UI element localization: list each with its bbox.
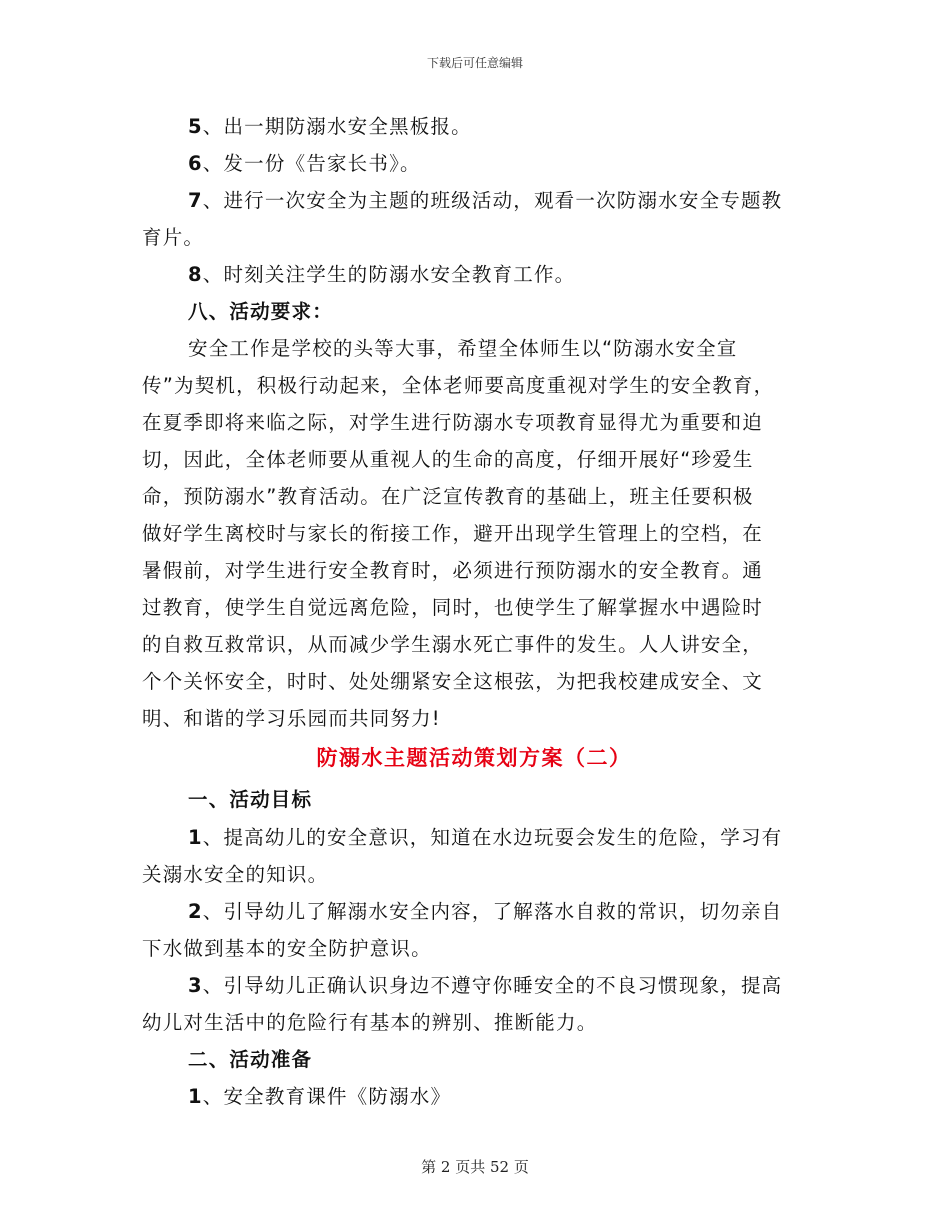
item-number: 2	[188, 900, 203, 923]
paragraph-line: 幼儿对生活中的危险行有基本的辨别、推断能力。	[142, 1011, 598, 1034]
list-item	[188, 893, 782, 931]
paragraph-line: 的自救互救常识，从而减少学生溺水死亡事件的发生。人人讲安全，	[142, 633, 764, 656]
section-heading: 二、活动准备	[188, 1048, 313, 1071]
paragraph-line: 明、和谐的学习乐园而共同努力!	[142, 707, 441, 730]
item-text: 、出一期防溺水安全黑板报。	[202, 115, 472, 138]
list-item	[188, 145, 421, 183]
paragraph-line: 切，因此，全体老师要从重视人的生命的高度，仔细开展好“珍爱生	[142, 448, 754, 471]
list-item	[188, 1078, 451, 1116]
paragraph-line: 暑假前，对学生进行安全教育时，必须进行预防溺水的安全教育。通	[142, 559, 764, 582]
item-text: 、引导幼儿正确认识身边不遵守你睡安全的不良习惯现象，提高	[202, 974, 783, 997]
section-heading: 八、活动要求：	[188, 300, 333, 323]
paragraph-line: 关溺水安全的知识。	[142, 863, 329, 886]
item-text: 、进行一次安全为主题的班级活动，观看一次防溺水安全专题教	[202, 189, 783, 212]
paragraph-line: 个个关怀安全，时时、处处绷紧安全这根弦，为把我校建成安全、文	[142, 670, 764, 693]
item-text: 、安全教育课件《防溺水》	[202, 1085, 452, 1108]
paragraph-line: 命，预防溺水”教育活动。在广泛宣传教育的基础上，班主任要积极	[142, 485, 754, 508]
item-number: 1	[188, 1085, 203, 1108]
item-text: 、提高幼儿的安全意识，知道在水边玩耍会发生的危险，学习有	[202, 826, 783, 849]
item-text: 、引导幼儿了解溺水安全内容，了解落水自救的常识，切勿亲自	[202, 900, 783, 923]
paragraph-line: 安全工作是学校的头等大事，希望全体师生以“防溺水安全宣	[188, 337, 738, 360]
item-number: 6	[188, 152, 203, 175]
item-text: 、时刻关注学生的防溺水安全教育工作。	[202, 263, 576, 286]
paragraph-line: 做好学生离校时与家长的衔接工作，避开出现学生管理上的空档，在	[142, 522, 764, 545]
page-footer: 第 2 页共 52 页	[421, 1158, 529, 1176]
list-item	[188, 819, 782, 857]
document-title: 防溺水主题活动策划方案（二）	[316, 746, 632, 770]
item-text: 、发一份《告家长书》。	[202, 152, 421, 175]
page-header: 下载后可任意编辑	[426, 56, 523, 70]
item-number: 5	[188, 115, 203, 138]
paragraph-line: 过教育，使学生自觉远离危险，同时，也使学生了解掌握水中遇险时	[142, 596, 764, 619]
list-item	[188, 967, 782, 1005]
item-number: 7	[188, 189, 203, 212]
paragraph-line: 在夏季即将来临之际，对学生进行防溺水专项教育显得尤为重要和迫	[142, 411, 764, 434]
paragraph-line: 传”为契机，积极行动起来，全体老师要高度重视对学生的安全教育，	[142, 374, 775, 397]
list-item	[188, 108, 472, 146]
list-item	[188, 256, 575, 294]
paragraph-line: 下水做到基本的安全防护意识。	[142, 937, 432, 960]
item-number: 8	[188, 263, 203, 286]
item-number: 3	[188, 974, 203, 997]
item-number: 1	[188, 826, 203, 849]
paragraph-line: 育片。	[142, 226, 205, 249]
section-heading: 一、活动目标	[188, 788, 313, 811]
list-item	[188, 182, 782, 220]
